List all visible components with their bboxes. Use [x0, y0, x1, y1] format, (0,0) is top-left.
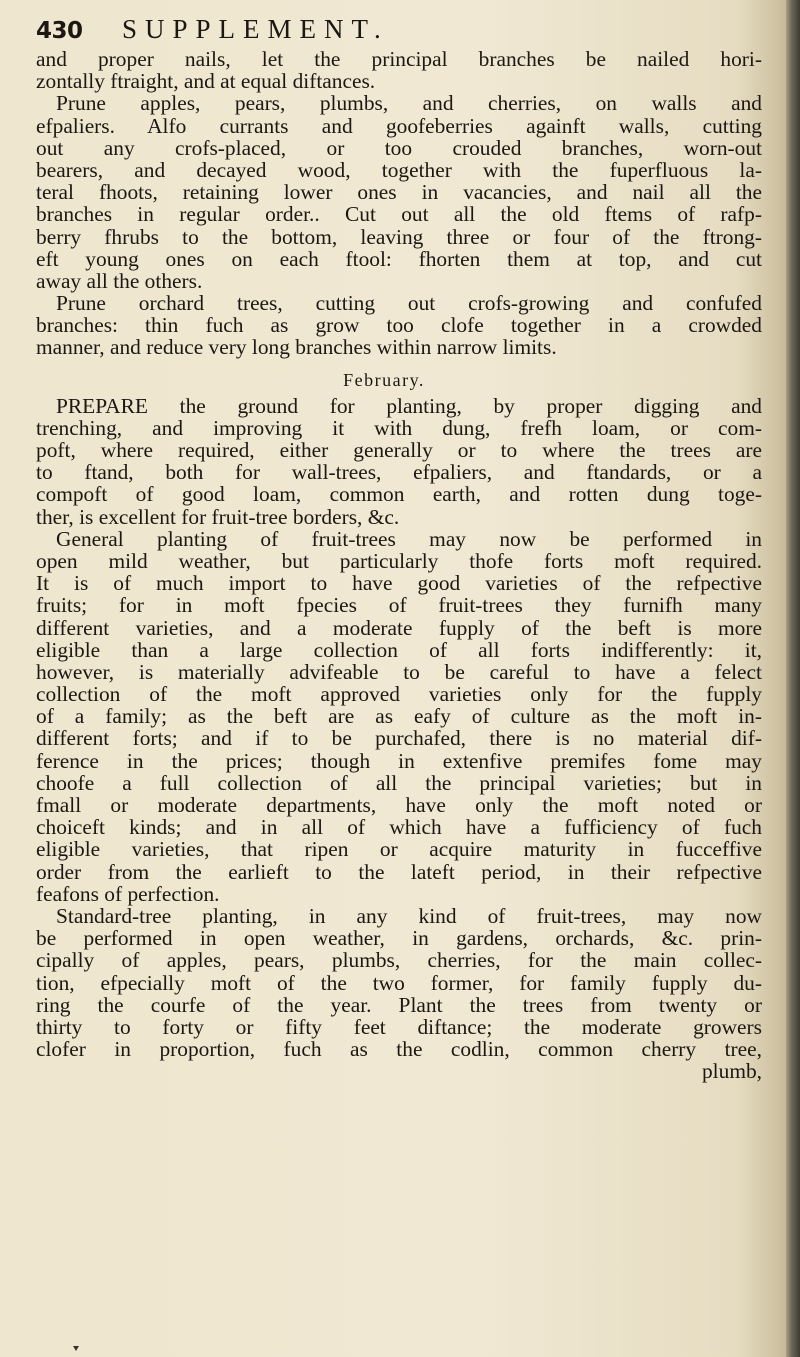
text-line: manner, and reduce very long branches within narrow limits. — [36, 335, 557, 360]
text-line: away all the others. — [36, 268, 203, 293]
text-line: fruits; for in moft fpecies of fruit-trees they furnifh many — [36, 593, 762, 618]
running-title: SUPPLEMENT. — [122, 14, 389, 44]
text-line: to ftand, both for wall-trees, efpaliers, and ftandards, or a — [36, 460, 762, 485]
text-line: choiceft kinds; and in all of which have a fufficiency of fuch — [36, 815, 762, 840]
text-block — [36, 14, 762, 1082]
text-line: eligible varieties, that ripen or acquire maturity in fucceffive — [36, 837, 762, 862]
text-line: and proper nails, let the principal branches be nailed hori- — [36, 47, 762, 71]
text-line: fmall or moderate departments, have only the moft noted or — [36, 793, 762, 817]
text-line: PREPARE the ground for planting, by proper digging and — [56, 393, 762, 418]
section-heading-february: February. — [343, 369, 425, 390]
text-line: be performed in open weather, in gardens, orchards, &c. prin- — [36, 926, 762, 951]
text-line: Standard-tree planting, in any kind of fruit-trees, may now — [56, 903, 762, 928]
paragraph-standard-tree — [36, 905, 762, 1060]
text-line: teral fhoots, retaining lower ones in vacancies, and nail all the — [36, 180, 762, 205]
paragraph-prune-orchard — [36, 292, 762, 359]
text-line: collection of the moft approved varieties only for the fupply — [36, 682, 762, 707]
text-line: branches: thin fuch as grow too clofe together in a crowded — [36, 313, 762, 338]
text-line: branches in regular order.. Cut out all the old ftems of rafp- — [36, 202, 762, 227]
text-line: eft young ones on each ftool: fhorten them at top, and cut — [36, 246, 762, 271]
paragraph-prepare-ground — [36, 395, 762, 528]
text-line: out any crofs-placed, or too crouded branches, worn-out — [36, 135, 762, 160]
text-line: ference in the prices; though in extenfive premifes fome may — [36, 748, 762, 773]
text-line: open mild weather, but particularly thofe forts moft required. — [36, 548, 762, 573]
text-line: ring the courfe of the year. Plant the trees from twenty or — [36, 992, 762, 1017]
text-line: berry fhrubs to the bottom, leaving three or four of the ftrong- — [36, 224, 762, 249]
text-line: choofe a full collection of all the principal varieties; but in — [36, 770, 762, 795]
text-line: trenching, and improving it with dung, frefh loam, or com- — [36, 415, 762, 440]
text-line: however, is materially advifeable to be careful to have a felect — [36, 659, 762, 684]
text-line: Prune orchard trees, cutting out crofs-growing and confufed — [56, 291, 762, 316]
text-line: zontally ftraight, and at equal diftances. — [36, 69, 376, 94]
text-line: cipally of apples, pears, plumbs, cherries, for the main collec- — [36, 948, 762, 973]
text-line: General planting of fruit-trees may now be performed in — [56, 526, 762, 551]
text-line: different forts; and if to be purchafed, there is no material dif- — [36, 726, 762, 751]
text-line: ther, is excellent for fruit-tree borders, &c. — [36, 504, 400, 529]
text-line: poft, where required, either generally or to where the trees are — [36, 438, 762, 462]
page-gutter-shadow — [786, 0, 800, 1357]
text-line: Prune apples, pears, plumbs, and cherries, on walls and — [56, 91, 762, 116]
text-line: bearers, and decayed wood, together with the fuperfluous la- — [36, 157, 762, 182]
catchword: plumb, — [701, 1059, 762, 1084]
page-number: 430 — [36, 18, 83, 44]
text-line: efpaliers. Alfo currants and goofeberries againft walls, cutting — [36, 113, 762, 138]
text-line: order from the earlieft to the lateft period, in their refpective — [36, 859, 762, 884]
text-line: of a family; as the beft are as eafy of culture as the moft in- — [36, 704, 762, 729]
paragraph-prune-apples — [36, 92, 762, 292]
text-line: different varieties, and a moderate fupply of the beft is more — [36, 615, 762, 640]
paragraph-continuation — [36, 48, 762, 92]
text-line: feafons of perfection. — [36, 881, 220, 906]
running-head — [36, 14, 762, 48]
text-line: It is of much import to have good varieties of the refpective — [36, 571, 762, 596]
text-line: compoft of good loam, common earth, and rotten dung toge- — [36, 482, 762, 507]
paragraph-general-planting — [36, 528, 762, 905]
text-line: clofer in proportion, fuch as the codlin, common cherry tree, — [36, 1037, 762, 1062]
text-line: eligible than a large collection of all forts indifferently: it, — [36, 637, 762, 662]
text-line: thirty to forty or fifty feet diftance; the moderate growers — [36, 1014, 762, 1039]
text-line: tion, efpecially moft of the two former, for family fupply du- — [36, 970, 762, 995]
catchword-row — [36, 1060, 762, 1082]
